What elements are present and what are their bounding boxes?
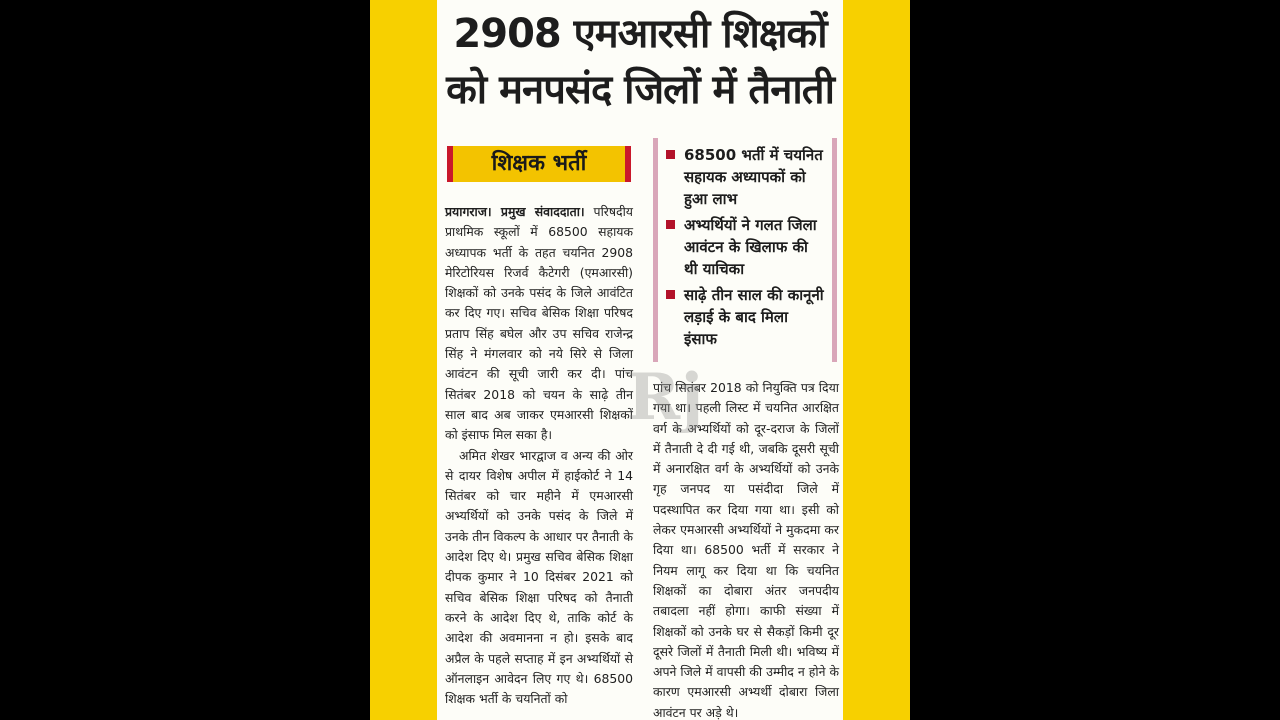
square-bullet-icon <box>666 290 675 299</box>
section-tag: शिक्षक भर्ती <box>447 146 631 182</box>
article-column-left <box>445 202 633 709</box>
headline-line-1: 2908 एमआरसी शिक्षकों <box>453 11 827 57</box>
article-paragraph <box>445 202 633 446</box>
paragraph-text: परिषदीय प्राथमिक स्कूलों में 68500 सहायक अध्यापक भर्ती के तहत चयनित 2908 मेरिटोरियस रिजर्व कैटेगरी (एमआरसी) शिक्षकों को उनके पसंद के जिले आवंटित कर दिए गए। सचिव बेसिक शिक्षा परिषद प्रताप सिंह बघेल और उप सचिव राजेन्द्र सिंह ने मंगलवार को नये सिरे से जिला आवंटन की सूची जारी कर दी। पांच सितंबर 2018 को चयन के साढ़े तीन साल बाद अब जाकर एमआरसी शिक्षकों को इंसाफ मिल सका है। <box>445 204 633 443</box>
highlights-box <box>653 138 837 362</box>
highlight-item <box>666 214 826 280</box>
dateline: प्रयागराज। प्रमुख संवाददाता। <box>445 204 585 219</box>
highlight-item <box>666 284 826 350</box>
news-clipping <box>437 0 843 720</box>
highlight-item <box>666 144 826 210</box>
square-bullet-icon <box>666 150 675 159</box>
watermark: Rj <box>627 360 704 435</box>
headline-line-2: को मनपसंद जिलों में तैनाती <box>446 67 834 113</box>
article-paragraph: पांच सितंबर 2018 को नियुक्ति पत्र दिया गया था। पहली लिस्ट में चयनित आरक्षित वर्ग के अभ्यर्थियों को दूर-दराज के जिलों में तैनाती दे दी गई थी, जबकि दूसरी सूची में अनारक्षित वर्ग के अभ्यर्थियों को उनके गृह जनपद या पसंदीदा जिले में पदस्थापित कर दिया गया था। इसी को लेकर एमआरसी अभ्यर्थियों ने मुकदमा कर दिया था। 68500 भर्ती में सरकार ने नियम लागू कर दिया था कि चयनित शिक्षकों का दोबारा अंतर जनपदीय तबादला नहीं होगा। काफी संख्या में शिक्षकों को उनके घर से सैकड़ों किमी दूर दूसरे जिलों में तैनाती मिली थी। भविष्य में अपने जिले में वापसी की उम्मीद न होने के कारण एमआरसी अभ्यर्थी दोबारा जिला आवंटन पर अड़े थे। <box>653 380 839 720</box>
headline <box>437 6 843 118</box>
square-bullet-icon <box>666 220 675 229</box>
highlight-text: अभ्यर्थियों ने गलत जिला आवंटन के खिलाफ की थी याचिका <box>684 216 817 278</box>
highlight-text: साढ़े तीन साल की कानूनी लड़ाई के बाद मिला इंसाफ <box>684 286 824 348</box>
article-paragraph: अमित शेखर भारद्वाज व अन्य की ओर से दायर विशेष अपील में हाईकोर्ट ने 14 सितंबर को चार महीने में एमआरसी अभ्यर्थियों को उनके पसंद के जिले में उनके तीन विकल्प के आधार पर तैनाती के आदेश दिए थे। प्रमुख सचिव बेसिक शिक्षा दीपक कुमार ने 10 दिसंबर 2021 को सचिव बेसिक शिक्षा परिषद को तैनाती करने के आदेश दिए थे, ताकि कोर्ट के आदेश की अवमानना न हो। इसके बाद अप्रैल के पहले सप्ताह में इन अभ्यर्थियों से ऑनलाइन आवेदन लिए गए थे। 68500 शिक्षक भर्ती के चयनितों को <box>445 447 633 707</box>
highlight-text: 68500 भर्ती में चयनित सहायक अध्यापकों को हुआ लाभ <box>684 146 823 208</box>
